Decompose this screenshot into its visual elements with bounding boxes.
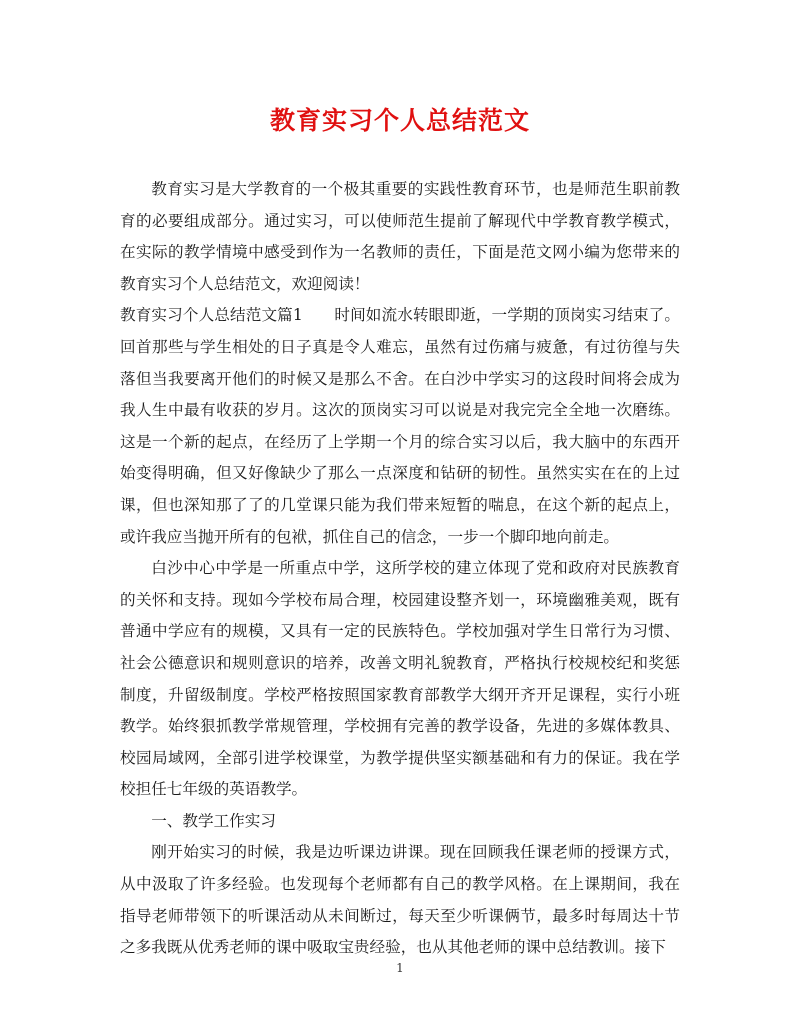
page-number: 1 xyxy=(396,961,404,975)
paragraph-school: 白沙中心中学是一所重点中学，这所学校的建立体现了党和政府对民族教育的关怀和支持。现如今学校布局合理，校园建设整齐划一，环境幽雅美观，既有普通中学应有的规模，又具有一定的民族特色。学校加强对学生日常行为习惯、社会公德意识和规则意识的培养，改善文明礼貌教育，严格执行校规校纪和奖惩制度，升留级制度。学校严格按照国家教育部教学大纲开齐开足课程，实行小班教学。始终狠抓教学常规管理，学校拥有完善的教学设备，先进的多媒体教具、校园局域网，全部引进学校课堂，为教学提供坚实额基础和有力的保证。我在学校担任七年级的英语教学。 xyxy=(120,559,680,799)
paragraph-intro: 教育实习是大学教育的一个极其重要的实践性教育环节，也是师范生职前教育的必要组成部分。通过实习，可以使师范生提前了解现代中学教育教学模式，在实际的教学情境中感受到作为一名教师的责任，下面是范文网小编为您带来的教育实习个人总结范文，欢迎阅读！ xyxy=(120,180,680,293)
document-title: 教育实习个人总结范文 xyxy=(269,106,530,135)
paragraph-section-1: 教育实习个人总结范文篇1 时间如流水转眼即逝，一学期的顶岗实习结束了。回首那些与学生相处的日子真是令人难忘，虽然有过伤痛与疲惫，有过彷徨与失落但当我要离开他们的时候又是那么不舍。在白沙中学实习的这段时间将会成为我人生中最有收获的岁月。这次的顶岗实习可以说是对我完完全全地一次磨练。这是一个新的起点，在经历了上学期一个月的综合实习以后，我大脑中的东西开始变得明确，但又好像缺少了那么一点深度和钻研的韧性。虽然实实在在的上过课，但也深知那了了的几堂课只能为我们带来短暂的喘息，在这个新的起点上，或许我应当抛开所有的包袱，抓住自己的信念，一步一个脚印地向前走。 xyxy=(120,306,680,546)
document-body xyxy=(120,174,680,964)
paragraph-teaching: 刚开始实习的时候，我是边听课边讲课。现在回顾我任课老师的授课方式，从中汲取了许多经验。也发现每个老师都有自己的教学风格。在上课期间，我在指导老师带领下的听课活动从未间断过，每天至少听课俩节，最多时每周达十节之多我既从优秀老师的课中吸取宝贵经验，也从其他老师的课中总结教训。接下 xyxy=(120,843,680,957)
section-heading-teaching: 一、教学工作实习 xyxy=(151,811,276,830)
